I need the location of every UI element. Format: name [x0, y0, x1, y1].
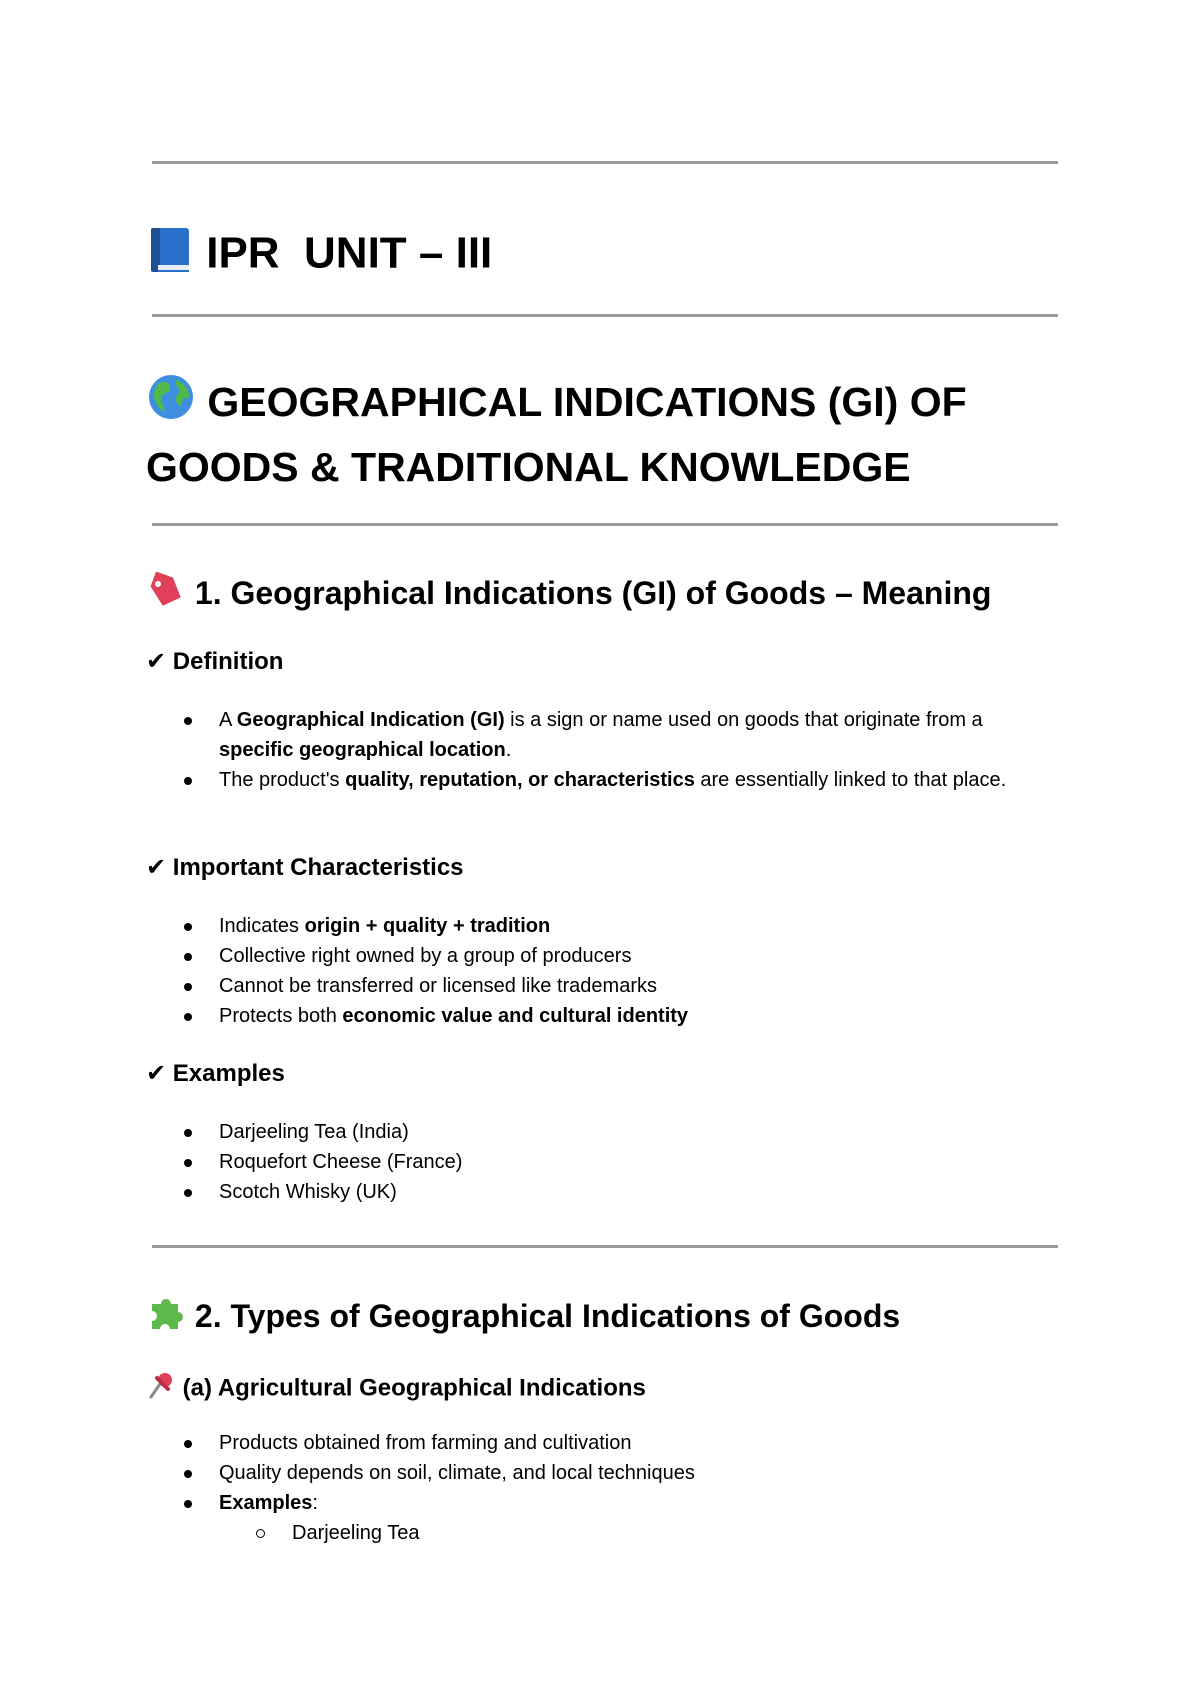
examples-heading: ✔ Examples — [146, 1060, 285, 1087]
list-item: A Geographical Indication (GI) is a sign or name used on goods that originate from a specific geographical location. — [0, 705, 1059, 765]
section1-title: 1. Geographical Indications (GI) of Goods – Meaning — [194, 574, 992, 611]
bullet — [184, 1189, 192, 1197]
characteristics-list — [0, 911, 1059, 1031]
bullet — [184, 1440, 192, 1448]
sub-list-item: Darjeeling Tea — [0, 1518, 1132, 1548]
bullet — [184, 777, 192, 785]
list-item: Products obtained from farming and cultivation — [0, 1428, 1059, 1458]
list-item: Indicates origin + quality + tradition — [0, 911, 1059, 941]
list-item: Roquefort Cheese (France) — [0, 1147, 1059, 1177]
horizontal-rule — [152, 1245, 1058, 1248]
horizontal-rule — [152, 161, 1058, 164]
bullet — [184, 923, 192, 931]
bookmark-tag-icon — [146, 572, 186, 619]
section2-title: 2. Types of Geographical Indications of Goods — [194, 1297, 901, 1334]
list-item: The product's quality, reputation, or characteristics are essentially linked to that place. — [0, 765, 1059, 795]
puzzle-piece-icon — [146, 1294, 186, 1343]
list-item: Collective right owned by a group of producers — [0, 941, 1059, 971]
main-heading-text: GEOGRAPHICAL INDICATIONS (GI) OF GOODS & TRADITIONAL KNOWLEDGE — [146, 378, 967, 490]
unit-heading-text: IPR UNIT – III — [206, 228, 493, 278]
bullet — [184, 1129, 192, 1137]
horizontal-rule — [152, 523, 1058, 526]
horizontal-rule — [152, 314, 1058, 317]
bullet — [184, 1500, 192, 1508]
pushpin-icon — [146, 1370, 176, 1408]
section1-heading — [146, 572, 991, 619]
characteristics-heading: ✔ Important Characteristics — [146, 854, 464, 881]
list-item: Cannot be transferred or licensed like trademarks — [0, 971, 1059, 1001]
bullet — [184, 717, 192, 725]
blue-book-icon — [146, 225, 194, 287]
section2-heading — [146, 1294, 900, 1343]
bullet — [184, 983, 192, 991]
bullet — [184, 1159, 192, 1167]
bullet — [184, 1013, 192, 1021]
agricultural-gi-list — [0, 1428, 1132, 1548]
definition-list — [0, 705, 1059, 795]
examples-list — [0, 1117, 1059, 1207]
list-item: Darjeeling Tea (India) — [0, 1117, 1059, 1147]
globe-icon — [146, 372, 196, 438]
sub-a-heading — [146, 1370, 646, 1408]
hollow-bullet — [256, 1529, 265, 1538]
bullet — [184, 1470, 192, 1478]
list-item: Protects both economic value and cultural identity — [0, 1001, 1059, 1031]
sub-a-title: (a) Agricultural Geographical Indications — [182, 1374, 646, 1402]
bullet — [184, 953, 192, 961]
definition-heading: ✔ Definition — [146, 648, 284, 675]
list-item: Scotch Whisky (UK) — [0, 1177, 1059, 1207]
unit-heading — [146, 225, 492, 287]
list-item: Examples: — [0, 1488, 1059, 1518]
list-item: Quality depends on soil, climate, and local techniques — [0, 1458, 1059, 1488]
main-heading — [146, 372, 1076, 497]
